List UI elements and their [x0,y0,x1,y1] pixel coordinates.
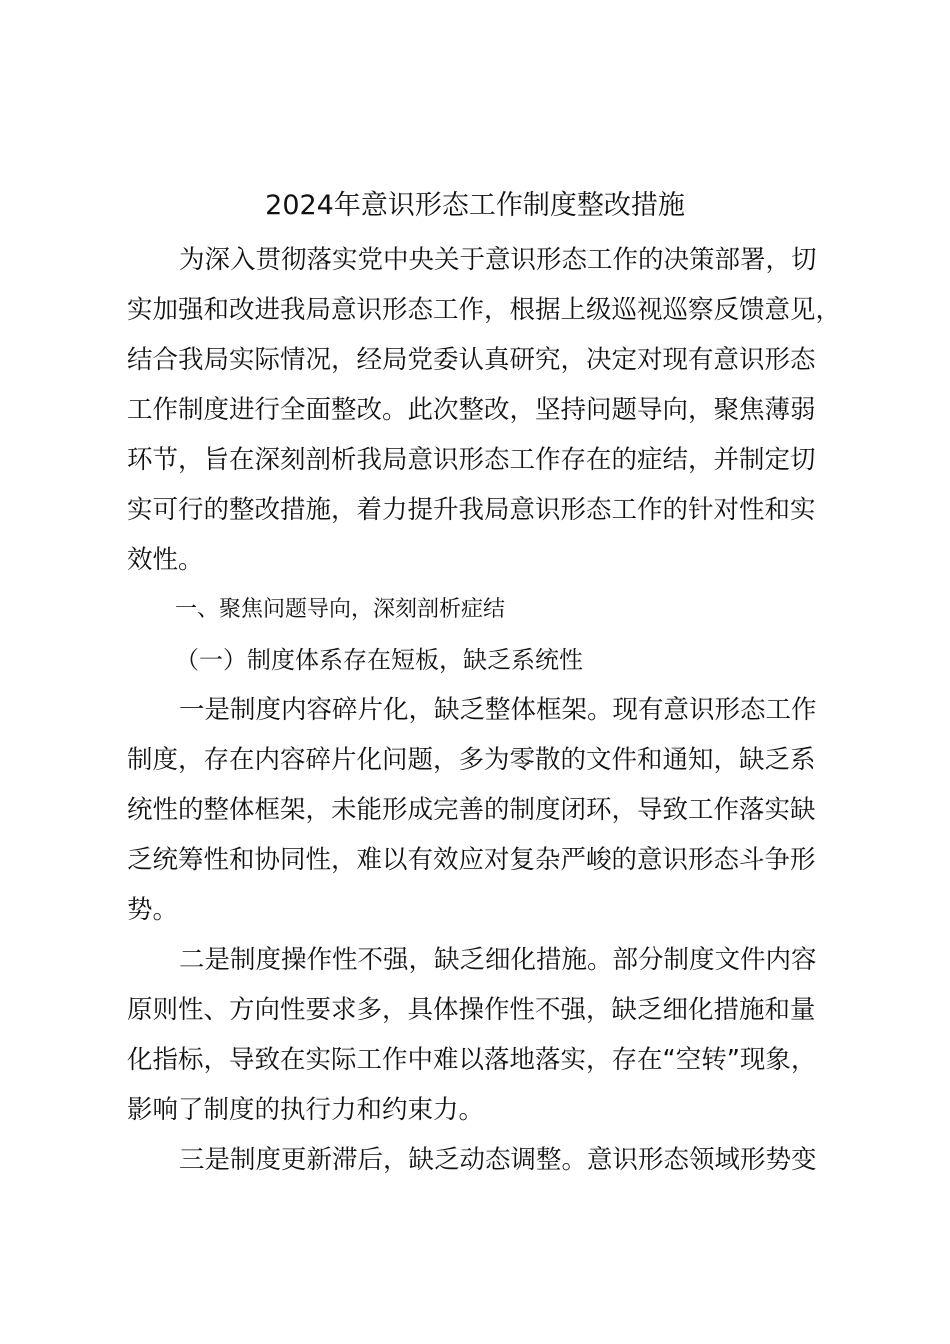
text-line: 实可行的整改措施，着力提升我局意识形态工作的针对性和实 [127,495,816,525]
point-2-paragraph [127,935,855,1135]
text-line: 化指标，导致在实际工作中难以落地落实，存在“空转”现象， [127,1045,817,1075]
text-line: 为深入贯彻落实党中央关于意识形态工作的决策部署，切 [179,245,817,275]
section-heading: 一、聚焦问题导向，深刻剖析症结 [175,597,506,622]
text-line: 结合我局实际情况，经局党委认真研究，决定对现有意识形态 [127,345,816,375]
text-line: 二是制度操作性不强，缺乏细化措施。部分制度文件内容 [179,945,817,975]
text-line: 环节，旨在深刻剖析我局意识形态工作存在的症结，并制定切 [127,445,816,475]
subsection-heading: （一）制度体系存在短板，缺乏系统性 [175,646,583,674]
intro-paragraph [127,235,855,585]
text-line: 工作制度进行全面整改。此次整改，坚持问题导向，聚焦薄弱 [127,395,816,425]
text-line: 实加强和改进我局意识形态工作，根据上级巡视巡察反馈意见， [127,295,842,325]
text-line: 影响了制度的执行力和约束力。 [127,1095,485,1125]
text-line: 效性。 [127,545,204,575]
point-1-paragraph [127,685,855,935]
text-line: 势。 [127,895,179,925]
text-line: 统性的整体框架，未能形成完善的制度闭环，导致工作落实缺 [127,795,816,825]
text-line: 原则性、方向性要求多，具体操作性不强，缺乏细化措施和量 [127,995,816,1025]
text-line: 一是制度内容碎片化，缺乏整体框架。现有意识形态工作 [179,695,817,725]
text-line: 制度，存在内容碎片化问题，多为零散的文件和通知，缺乏系 [127,745,816,775]
point-3-paragraph [127,1135,855,1185]
document-body [127,235,855,1185]
text-line: 三是制度更新滞后，缺乏动态调整。意识形态领域形势变 [179,1145,817,1175]
document-title: 2024年意识形态工作制度整改措施 [265,190,685,221]
text-line: 乏统筹性和协同性，难以有效应对复杂严峻的意识形态斗争形 [127,845,816,875]
